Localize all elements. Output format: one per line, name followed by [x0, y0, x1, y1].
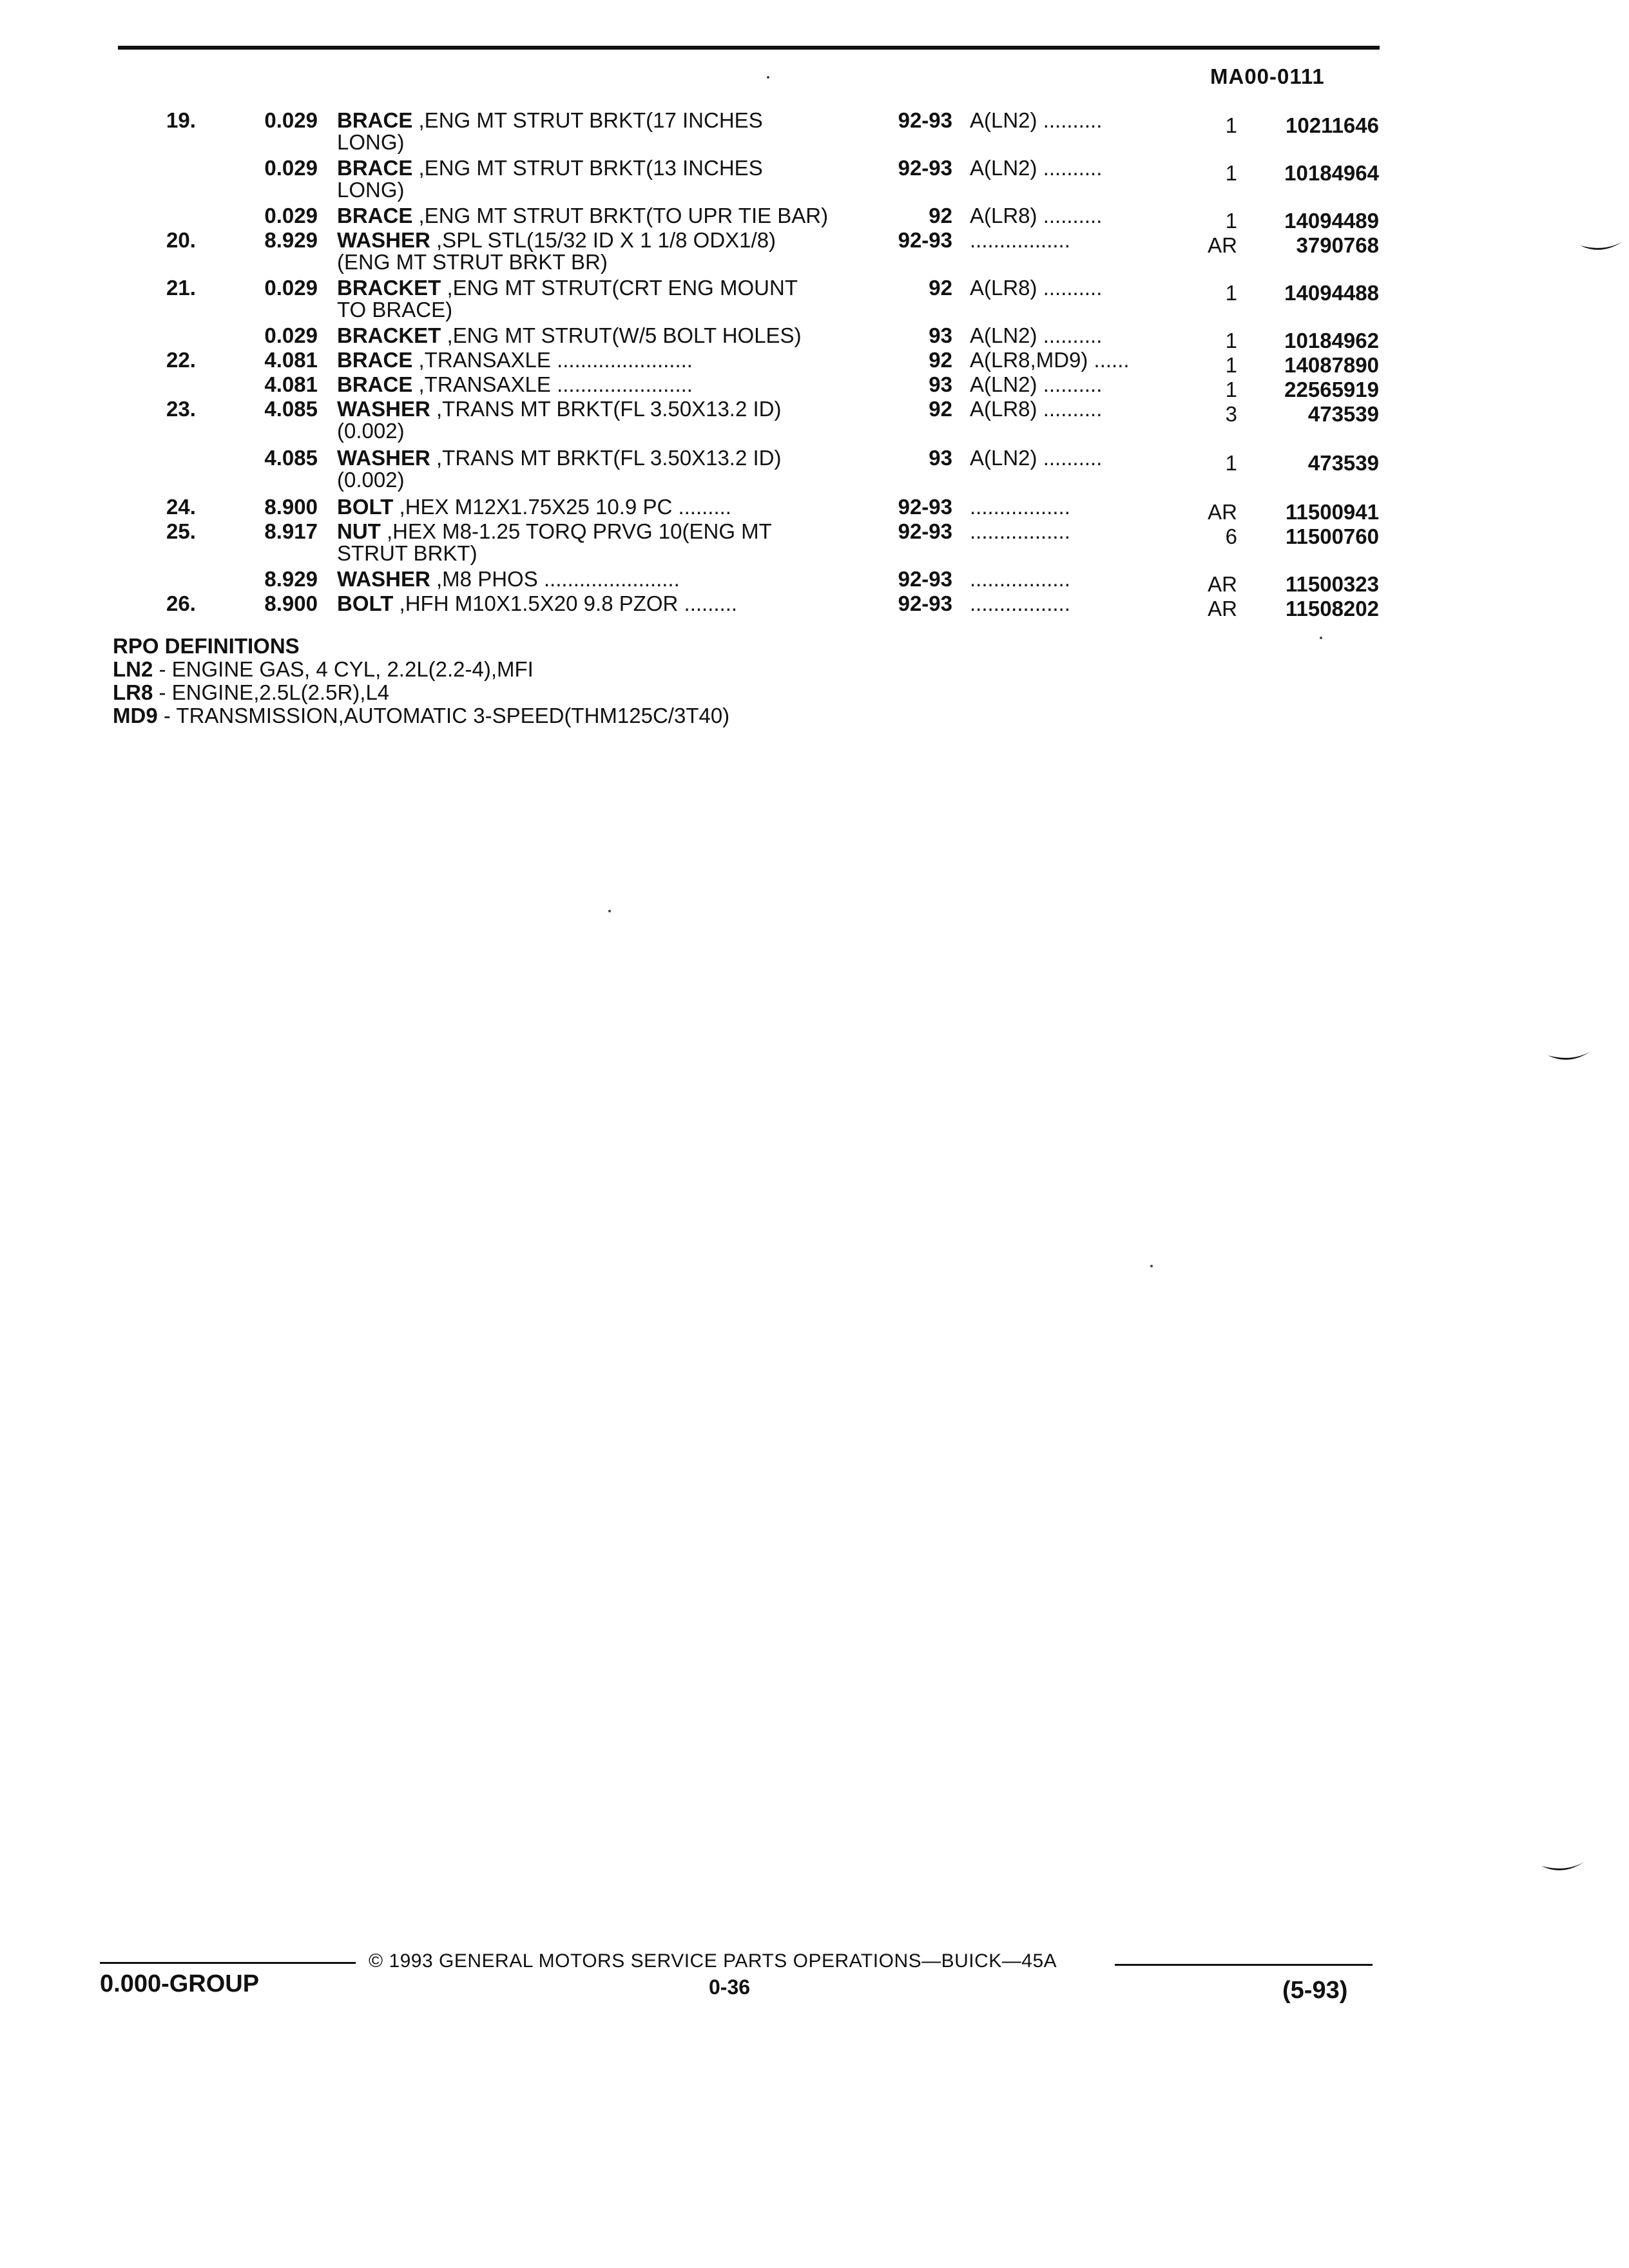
- part-name: BRACE: [337, 156, 413, 180]
- part-name: BRACE: [337, 204, 413, 227]
- group-number: 0.029: [264, 204, 318, 227]
- part-name: WASHER: [337, 397, 430, 421]
- rpo-title: RPO DEFINITIONS: [113, 634, 300, 658]
- quantity: 3: [1225, 402, 1237, 426]
- part-number: 10184962: [1284, 329, 1379, 352]
- description-line-1: ,TRANSAXLE .......................: [412, 372, 693, 396]
- rpo-definitions: [113, 635, 729, 727]
- quantity: 1: [1225, 329, 1237, 352]
- part-name: NUT: [337, 519, 381, 543]
- quantity: 1: [1225, 209, 1237, 233]
- part-description: [337, 568, 680, 590]
- quantity: 1: [1225, 281, 1237, 305]
- description-line-2: (0.002): [337, 419, 405, 443]
- model-years: 92: [929, 348, 952, 372]
- part-name: BRACKET: [337, 276, 441, 300]
- description-line-2: (ENG MT STRUT BRKT BR): [337, 250, 608, 274]
- part-description: [337, 205, 828, 227]
- part-number: 14087890: [1284, 353, 1379, 377]
- description-line-1: ,TRANSAXLE .......................: [412, 348, 693, 372]
- group-number: 8.900: [264, 495, 318, 519]
- part-description: [337, 447, 782, 491]
- footer-copyright: © 1993 GENERAL MOTORS SERVICE PARTS OPERATIONS—BUICK—45A: [369, 1950, 1057, 1972]
- rpo-definition: [113, 658, 729, 681]
- ref-number: 23.: [166, 397, 196, 421]
- part-name: BOLT: [337, 591, 394, 615]
- usage-code: .................: [970, 591, 1070, 615]
- ref-number: 20.: [166, 228, 196, 252]
- part-number: 14094488: [1284, 281, 1379, 305]
- model-years: 92: [929, 204, 952, 227]
- description-line-1: ,ENG MT STRUT(CRT ENG MOUNT: [441, 276, 798, 300]
- part-number: 11500941: [1285, 500, 1379, 524]
- description-line-1: ,ENG MT STRUT BRKT(17 INCHES: [412, 108, 763, 132]
- rpo-code: MD9: [113, 704, 158, 727]
- rpo-definition: [113, 704, 729, 727]
- part-name: WASHER: [337, 446, 430, 470]
- part-name: BRACE: [337, 372, 413, 396]
- description-line-1: ,TRANS MT BRKT(FL 3.50X13.2 ID): [430, 446, 782, 470]
- description-line-2: TO BRACE): [337, 298, 453, 322]
- part-number: 14094489: [1284, 209, 1379, 233]
- model-years: 93: [929, 323, 952, 347]
- model-years: 92-93: [898, 519, 952, 543]
- group-number: 4.081: [264, 372, 318, 396]
- ref-number: 26.: [166, 591, 196, 615]
- quantity: AR: [1208, 500, 1237, 524]
- ref-number: 25.: [166, 519, 196, 543]
- usage-code: .................: [970, 495, 1070, 519]
- page-number: 0-36: [709, 1975, 751, 1999]
- rpo-code: LN2: [113, 657, 153, 681]
- part-name: BRACE: [337, 348, 413, 372]
- description-line-1: ,HFH M10X1.5X20 9.8 PZOR .........: [393, 591, 738, 615]
- group-number: 0.029: [264, 156, 318, 180]
- punch-mark: [1579, 242, 1624, 253]
- parts-list: [0, 0, 1629, 644]
- part-number: 11500760: [1285, 524, 1379, 548]
- quantity: 6: [1225, 524, 1237, 548]
- quantity: AR: [1208, 597, 1237, 620]
- ref-number: 19.: [166, 108, 196, 132]
- footer-rule-left: [100, 1962, 356, 1964]
- usage-code: A(LR8) ..........: [970, 204, 1103, 227]
- usage-code: A(LN2) ..........: [970, 108, 1103, 132]
- part-number: 473539: [1307, 451, 1379, 475]
- part-number: 10184964: [1284, 161, 1379, 185]
- usage-code: A(LN2) ..........: [970, 156, 1103, 180]
- quantity: AR: [1208, 572, 1237, 596]
- quantity: 1: [1225, 113, 1237, 137]
- description-line-1: ,ENG MT STRUT BRKT(13 INCHES: [412, 156, 763, 180]
- description-line-1: ,ENG MT STRUT BRKT(TO UPR TIE BAR): [412, 204, 829, 227]
- part-description: [337, 593, 737, 615]
- footer-rule-right: [1115, 1964, 1373, 1966]
- group-number: 8.929: [264, 567, 318, 591]
- model-years: 92-93: [898, 156, 952, 180]
- description-line-1: ,SPL STL(15/32 ID X 1 1/8 ODX1/8): [430, 228, 776, 252]
- part-description: [337, 277, 798, 321]
- usage-code: A(LN2) ..........: [970, 372, 1103, 396]
- rpo-text: - ENGINE GAS, 4 CYL, 2.2L(2.2-4),MFI: [153, 657, 534, 681]
- usage-code: A(LR8,MD9) ......: [970, 348, 1130, 372]
- rpo-text: - TRANSMISSION,AUTOMATIC 3-SPEED(THM125C/3T40): [157, 704, 730, 727]
- group-number: 8.917: [264, 519, 318, 543]
- part-name: BRACKET: [337, 323, 441, 347]
- model-years: 93: [929, 446, 952, 470]
- group-number: 4.081: [264, 348, 318, 372]
- page-code: MA00-0111: [1210, 64, 1325, 88]
- ref-number: 22.: [166, 348, 196, 372]
- usage-code: .................: [970, 567, 1070, 591]
- punch-mark: [1547, 1052, 1592, 1063]
- rpo-definition: [113, 681, 729, 704]
- description-line-1: ,ENG MT STRUT(W/5 BOLT HOLES): [441, 323, 802, 347]
- part-description: [337, 110, 763, 153]
- part-number: 22565919: [1284, 378, 1379, 401]
- part-number: 473539: [1307, 402, 1379, 426]
- part-description: [337, 157, 763, 201]
- part-description: [337, 349, 693, 371]
- group-number: 0.029: [264, 276, 318, 300]
- usage-code: A(LR8) ..........: [970, 276, 1103, 300]
- usage-code: A(LN2) ..........: [970, 323, 1103, 347]
- quantity: 1: [1225, 161, 1237, 185]
- description-line-2: LONG): [337, 130, 405, 154]
- group-number: 4.085: [264, 397, 318, 421]
- part-number: 11500323: [1285, 572, 1379, 596]
- part-name: BRACE: [337, 108, 413, 132]
- part-number: 3790768: [1296, 233, 1379, 257]
- description-line-2: (0.002): [337, 468, 405, 492]
- group-number: 4.085: [264, 446, 318, 470]
- part-description: [337, 229, 776, 273]
- part-name: BOLT: [337, 495, 394, 519]
- quantity: AR: [1208, 233, 1237, 257]
- usage-code: A(LN2) ..........: [970, 446, 1103, 470]
- part-description: [337, 325, 802, 347]
- group-number: 8.900: [264, 591, 318, 615]
- model-years: 92-93: [898, 495, 952, 519]
- model-years: 92-93: [898, 108, 952, 132]
- scan-speck: [608, 910, 611, 912]
- part-number: 10211646: [1285, 113, 1379, 137]
- scan-speck: [1320, 637, 1322, 639]
- model-years: 92: [929, 397, 952, 421]
- description-line-1: ,M8 PHOS .......................: [430, 567, 680, 591]
- punch-mark: [1540, 1862, 1585, 1874]
- group-number: 0.029: [264, 108, 318, 132]
- rpo-code: LR8: [113, 680, 153, 704]
- ref-number: 24.: [166, 495, 196, 519]
- description-line-1: ,HEX M12X1.75X25 10.9 PC .........: [393, 495, 731, 519]
- model-years: 92-93: [898, 228, 952, 252]
- description-line-1: ,TRANS MT BRKT(FL 3.50X13.2 ID): [430, 397, 782, 421]
- footer-group: 0.000-GROUP: [100, 1970, 260, 1997]
- part-description: [337, 496, 731, 518]
- rpo-text: - ENGINE,2.5L(2.5R),L4: [153, 680, 390, 704]
- quantity: 1: [1225, 378, 1237, 401]
- part-description: [337, 521, 772, 564]
- usage-code: A(LR8) ..........: [970, 397, 1103, 421]
- part-name: WASHER: [337, 567, 430, 591]
- group-number: 0.029: [264, 323, 318, 347]
- model-years: 92-93: [898, 591, 952, 615]
- model-years: 92: [929, 276, 952, 300]
- model-years: 93: [929, 372, 952, 396]
- description-line-2: STRUT BRKT): [337, 541, 477, 565]
- description-line-1: ,HEX M8-1.25 TORQ PRVG 10(ENG MT: [380, 519, 772, 543]
- usage-code: .................: [970, 228, 1070, 252]
- group-number: 8.929: [264, 228, 318, 252]
- model-years: 92-93: [898, 567, 952, 591]
- usage-code: .................: [970, 519, 1070, 543]
- ref-number: 21.: [166, 276, 196, 300]
- part-description: [337, 398, 782, 442]
- revision-date: (5-93): [1282, 1977, 1348, 2004]
- scan-speck: [1150, 1265, 1153, 1267]
- quantity: 1: [1225, 451, 1237, 475]
- part-description: [337, 374, 693, 396]
- scan-speck: [767, 76, 769, 79]
- quantity: 1: [1225, 353, 1237, 377]
- part-name: WASHER: [337, 228, 430, 252]
- part-number: 11508202: [1285, 597, 1379, 620]
- description-line-2: LONG): [337, 178, 405, 202]
